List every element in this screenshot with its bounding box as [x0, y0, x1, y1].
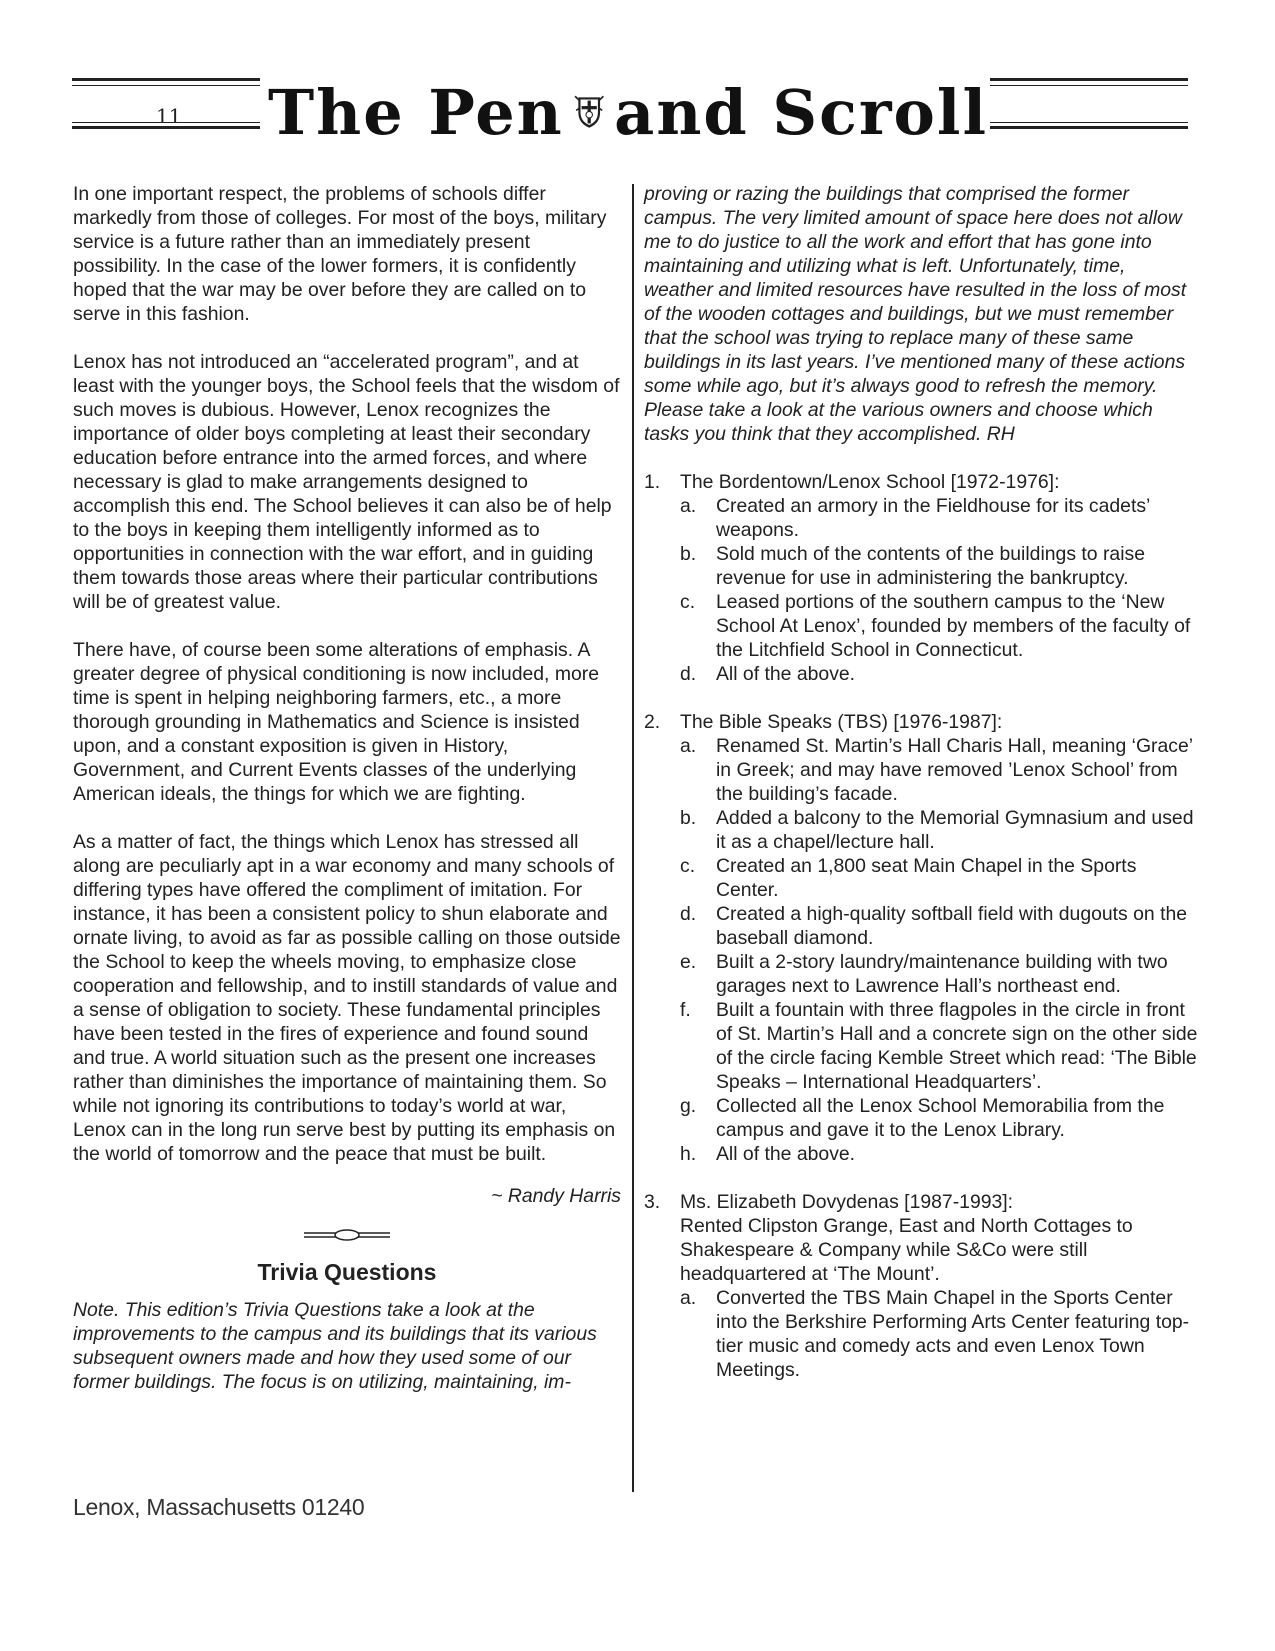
trivia-question-list — [644, 470, 1198, 1382]
section-divider-ornament — [302, 1228, 392, 1242]
answer-letter: a. — [680, 495, 697, 517]
answer-item — [680, 806, 1198, 854]
answer-item — [680, 542, 1198, 590]
answer-item — [680, 1094, 1198, 1142]
page-number: 11 — [156, 104, 182, 128]
school-crest-icon — [574, 79, 604, 145]
answer-letter: a. — [680, 1287, 697, 1309]
answer-text: All of the above. — [716, 663, 856, 685]
answer-letter: d. — [680, 663, 697, 685]
masthead — [72, 68, 1188, 156]
answer-item — [680, 590, 1198, 662]
masthead-rule-left — [72, 78, 260, 126]
answer-letter: e. — [680, 951, 697, 973]
answer-item — [680, 950, 1198, 998]
answer-letter: d. — [680, 903, 697, 925]
answer-text: Created an 1,800 seat Main Chapel in the Sports Center. — [716, 855, 1137, 901]
trivia-heading: Trivia Questions — [257, 1259, 437, 1285]
answer-text: Sold much of the contents of the buildings to raise revenue for use in administering the bankruptcy. — [716, 543, 1146, 589]
answer-letter: g. — [680, 1095, 697, 1117]
answer-item — [680, 998, 1198, 1094]
question-number: 3. — [644, 1191, 661, 1213]
answer-text: Converted the TBS Main Chapel in the Sports Center into the Berkshire Performing Arts Center featuring top-tier music and comedy acts and even Lenox Town Meetings. — [716, 1287, 1190, 1381]
column-divider — [632, 184, 634, 1492]
answer-list — [680, 1286, 1198, 1382]
article-paragraph: Lenox has not introduced an “accelerated program”, and at least with the younger boys, the School feels that the wisdom of such moves is dubious. However, Lenox recognizes the importance of older boys completing at least their secondary education before entrance into the armed forces, and where necessary is glad to make arrangements designed to accomplish this end. The School believes it can also be of help to the boys in keeping them intelligently informed as to opportunities in connection with the war effort, and in guiding them towards those areas where their particular contributions will be of greatest value. — [73, 351, 620, 613]
trivia-note: Note. This edition’s Trivia Questions take a look at the improvements to the campus and its buildings that its various subsequent owners made and how they used some of our former buildings. The focus is on utilizing, maintaining, im- — [73, 1299, 597, 1393]
right-column — [644, 182, 1198, 1406]
article-paragraph: As a matter of fact, the things which Lenox has stressed all along are peculiarly apt in a war economy and many schools of differing types have offered the compliment of imitation. For instance, it has been a consistent policy to shun elaborate and ornate living, to avoid as far as possible calling on those outside the School to keep the wheels moving, to emphasize close cooperation and fellowship, and to instill standards of value and a sense of obligation to society. These fundamental principles have been tested in the fires of experience and found sound and true. A world situation such as the present one increases rather than diminishes the importance of maintaining them. So while not ignoring its contributions to today’s world at war, Lenox can in the long run serve best by putting its emphasis on the world of tomorrow and the peace that must be built. — [73, 831, 621, 1165]
answer-text: Collected all the Lenox School Memorabilia from the campus and gave it to the Lenox Library. — [716, 1095, 1165, 1141]
answer-letter: c. — [680, 855, 696, 877]
article-paragraph: In one important respect, the problems of schools differ markedly from those of colleges. For most of the boys, military service is a future rather than an immediately present possibility. In the case of the lower formers, it is confidently hoped that the war may be over before they are called on to serve in this fashion. — [73, 183, 607, 325]
answer-letter: a. — [680, 735, 697, 757]
answer-item — [680, 1142, 1198, 1166]
answer-text: Created a high-quality softball field with dugouts on the baseball diamond. — [716, 903, 1188, 949]
answer-text: All of the above. — [716, 1143, 856, 1165]
newsletter-title — [268, 68, 988, 156]
title-right: and Scroll — [614, 75, 988, 149]
answer-text: Built a fountain with three flagpoles in the circle in front of St. Martin’s Hall and a concrete sign on the other side of the circle facing Kemble Street which read: ‘The Bible Speaks – International Headquarters’. — [716, 999, 1198, 1093]
article-paragraph: There have, of course been some alterations of emphasis. A greater degree of physical conditioning is now included, more time is spent in helping neighboring farmers, etc., a more thorough grounding in Mathematics and Science is insisted upon, and a constant exposition is given in History, Government, and Current Events classes of the underlying American ideals, the things for which we are fighting. — [73, 639, 600, 805]
answer-item — [680, 902, 1198, 950]
question-title: The Bordentown/Lenox School [1972-1976]: — [680, 471, 1060, 493]
answer-item — [680, 1286, 1198, 1382]
masthead-rule-right — [990, 78, 1188, 126]
answer-letter: b. — [680, 807, 697, 829]
answer-letter: h. — [680, 1143, 697, 1165]
question-number: 1. — [644, 471, 661, 493]
footer-address: Lenox, Massachusetts 01240 — [73, 1494, 365, 1520]
answer-item — [680, 662, 1198, 686]
answer-text: Added a balcony to the Memorial Gymnasium and used it as a chapel/lecture hall. — [716, 807, 1194, 853]
answer-list — [680, 734, 1198, 1166]
answer-text: Built a 2-story laundry/maintenance building with two garages next to Lawrence Hall’s northeast end. — [716, 951, 1168, 997]
answer-letter: c. — [680, 591, 696, 613]
answer-text: Leased portions of the southern campus to the ‘New School At Lenox’, founded by members of the faculty of the Litchfield School in Connecticut. — [716, 591, 1191, 661]
title-left: The Pen — [268, 75, 564, 149]
trivia-question — [644, 710, 1198, 1166]
answer-item — [680, 494, 1198, 542]
question-note: Rented Clipston Grange, East and North Cottages to Shakespeare & Company while S&Co were still headquartered at ‘The Mount’. — [680, 1215, 1133, 1285]
answer-text: Created an armory in the Fieldhouse for its cadets’ weapons. — [716, 495, 1150, 541]
left-column — [73, 182, 621, 1418]
answer-item — [680, 854, 1198, 902]
question-number: 2. — [644, 711, 661, 733]
question-title: The Bible Speaks (TBS) [1976-1987]: — [680, 711, 1003, 733]
trivia-question — [644, 1190, 1198, 1382]
trivia-intro: proving or razing the buildings that comprised the former campus. The very limited amount of space here does not allow me to do justice to all the work and effort that has gone into maintaining and utilizing what is left. Unfortunately, time, weather and limited resources have resulted in the loss of most of the wooden cottages and buildings, but we must remember that the school was trying to replace many of these same buildings in its last years. I’ve mentioned many of these actions some while ago, but it’s always good to refresh the memory. Please take a look at the various owners and choose which tasks you think that they accomplished. RH — [644, 183, 1187, 445]
trivia-question — [644, 470, 1198, 686]
answer-text: Renamed St. Martin’s Hall Charis Hall, meaning ‘Grace’ in Greek; and may have removed ’Lenox School’ from the building’s facade. — [716, 735, 1193, 805]
answer-letter: f. — [680, 999, 691, 1021]
answer-letter: b. — [680, 543, 697, 565]
author-signature: ~ Randy Harris — [491, 1185, 621, 1207]
answer-list — [680, 494, 1198, 686]
question-title: Ms. Elizabeth Dovydenas [1987-1993]: — [680, 1191, 1014, 1213]
answer-item — [680, 734, 1198, 806]
